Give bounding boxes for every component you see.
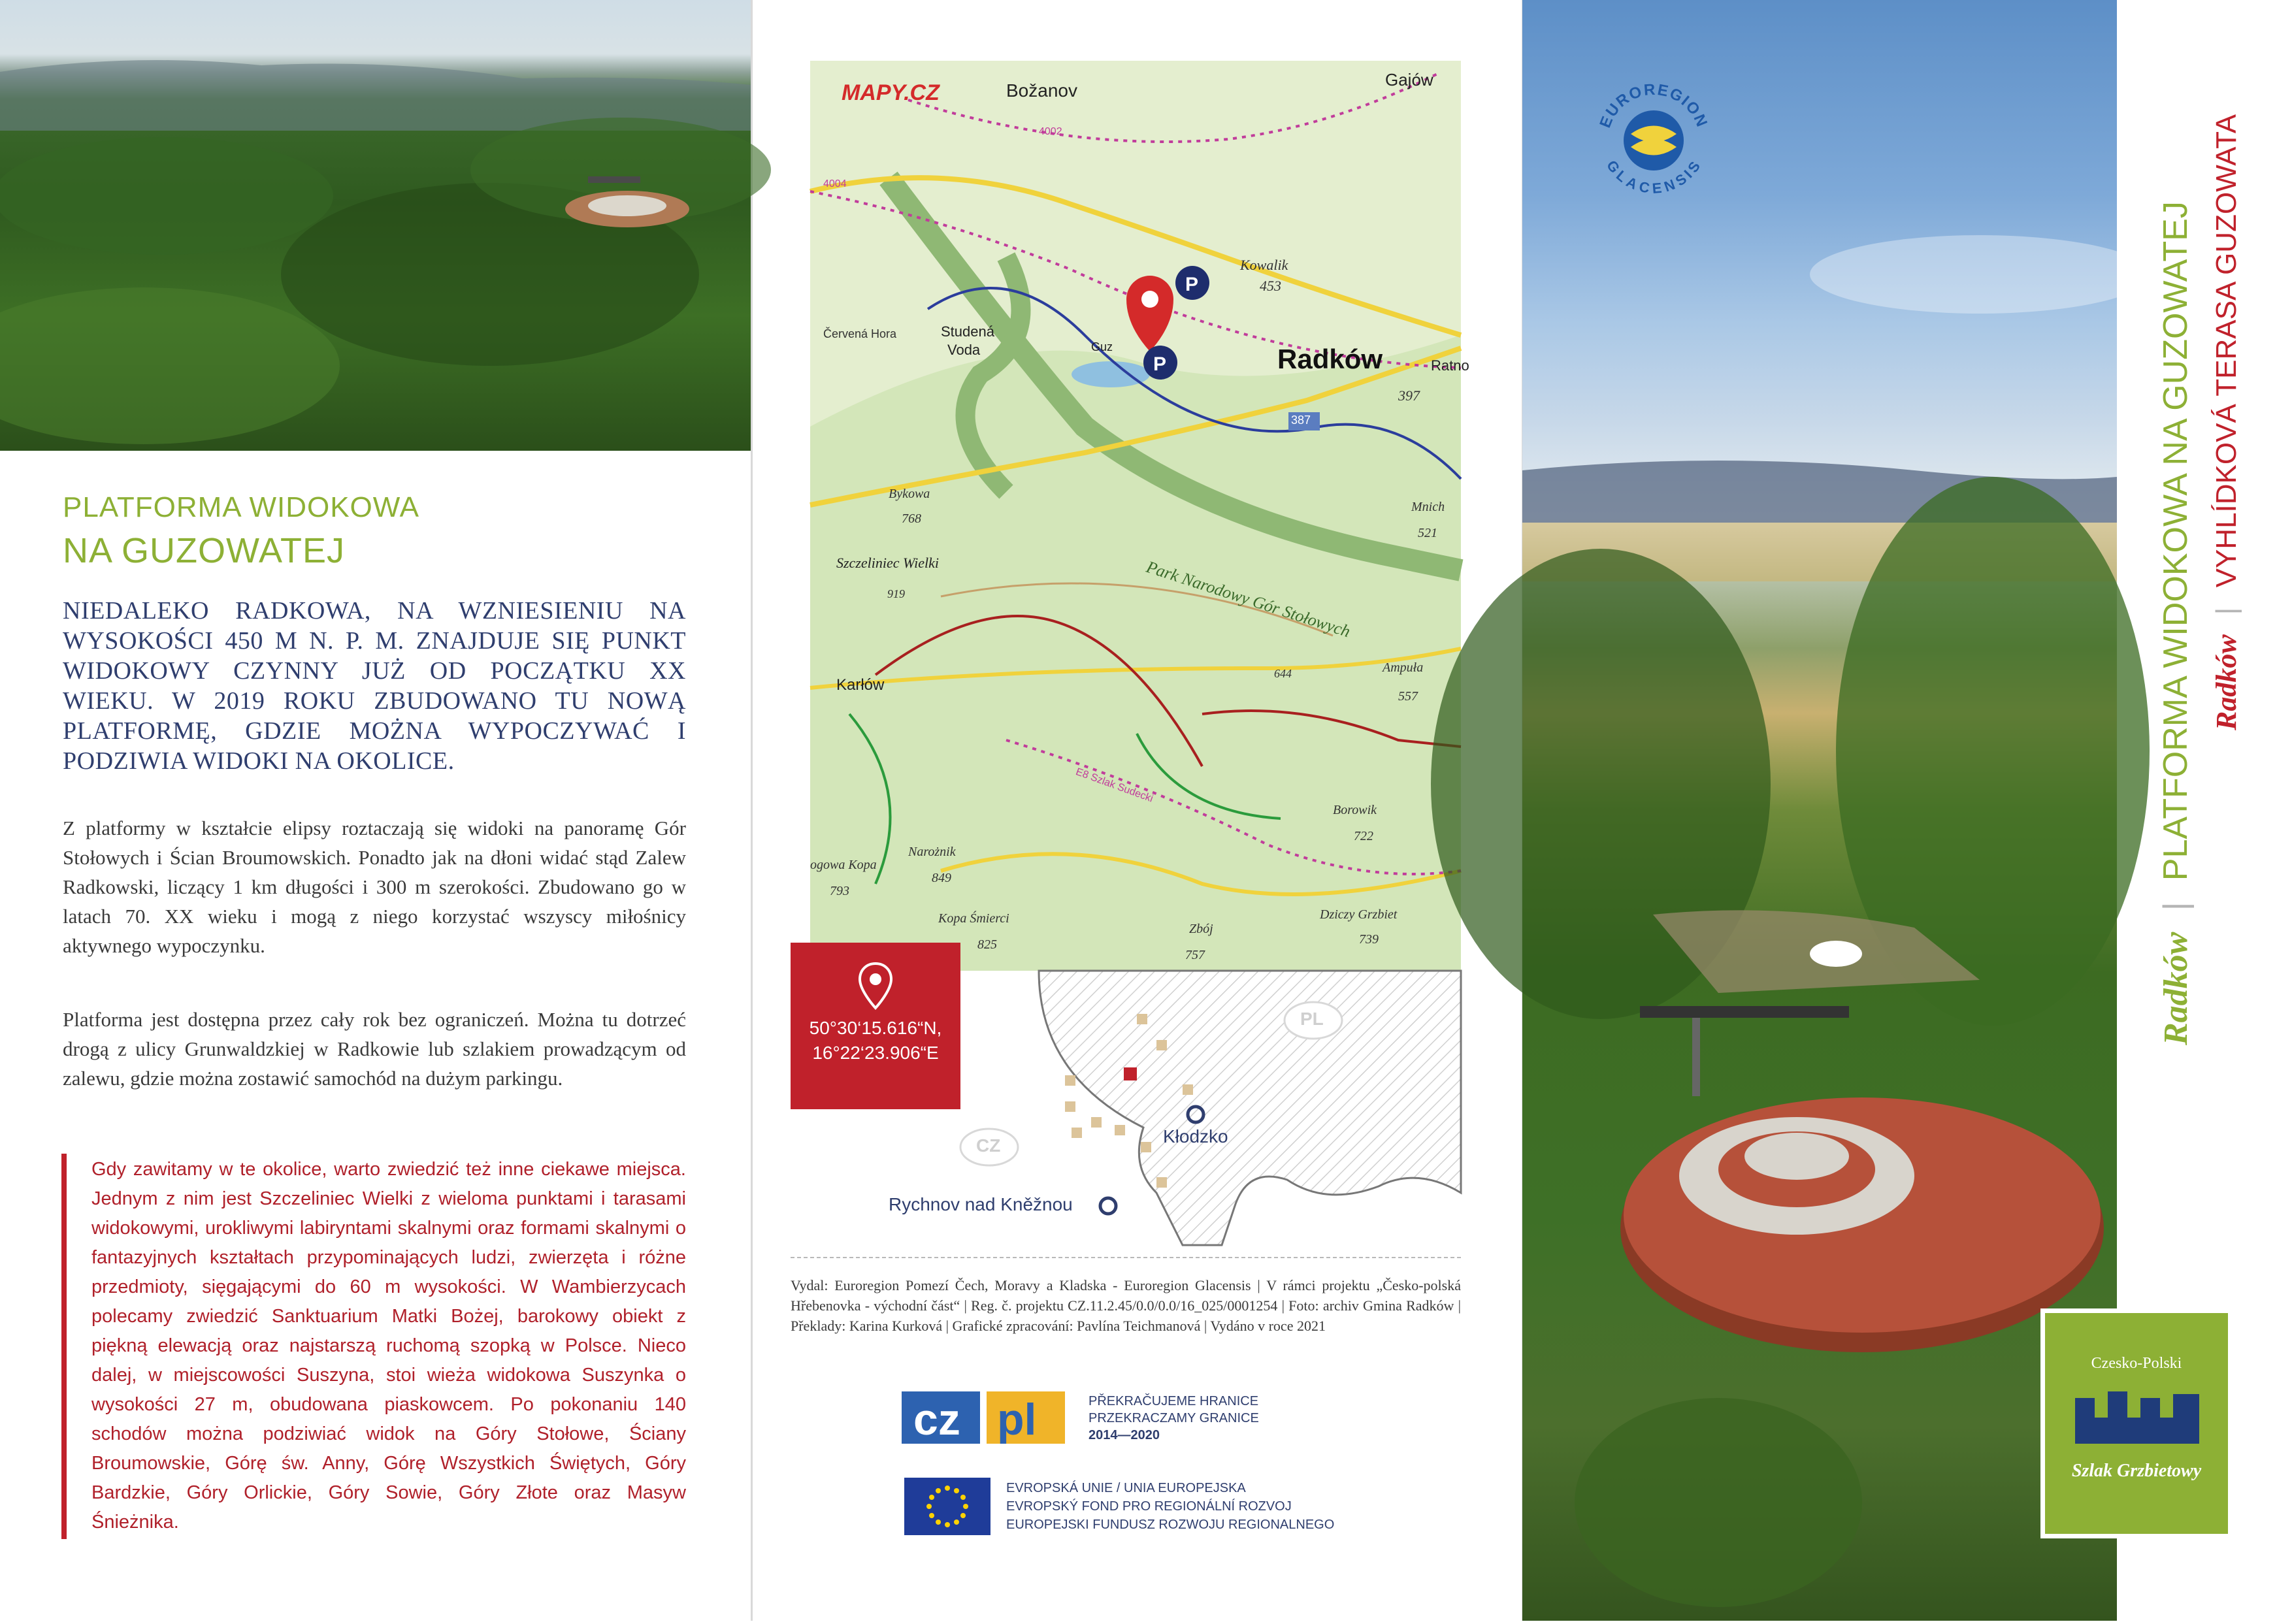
map-label: Ratno (1431, 357, 1469, 374)
location-pin-icon (859, 962, 892, 1009)
map-label: 849 (932, 871, 951, 885)
map-label: 453 (1260, 278, 1281, 294)
map-label: 397 (1398, 387, 1420, 404)
szlak-grzbietowy-badge (2040, 1308, 2233, 1538)
title-line-1: PLATFORMA WIDOKOWA (63, 491, 420, 523)
locator-label-pl: PL (1300, 1009, 1324, 1029)
map-label: Gajów (1385, 70, 1433, 89)
svg-text:cz: cz (913, 1395, 960, 1444)
cover-title-pl (2156, 201, 2195, 1045)
coordinates-lat: 50°30‘15.616“N, (809, 1018, 942, 1038)
map-label: Studená (941, 323, 994, 340)
map-label: Bykowa (889, 487, 930, 501)
svg-text:P: P (1185, 274, 1199, 295)
map-label: 4004 (823, 178, 847, 189)
map-label: 722 (1354, 829, 1373, 843)
eu-text-3: EUROPEJSKI FUNDUSZ ROZWOJU REGIONALNEGO (1006, 1518, 1335, 1532)
euroregion-top-text: EUROREGION (1596, 80, 1711, 131)
eu-text-2: EVROPSKÝ FOND PRO REGIONÁLNÍ ROZVOJ (1006, 1499, 1292, 1514)
cover-place-cz: Radków (2210, 634, 2242, 730)
coordinates-lon: 16°22‘23.906“E (812, 1043, 939, 1063)
cover-place: Radków (2157, 932, 2195, 1045)
euroregion-bottom-text: GLACENSIS (1603, 157, 1705, 197)
map-label: Ampuła (1383, 660, 1424, 675)
body-paragraph-2: Platforma jest dostępna przez cały rok bez ograniczeń. Można tu dotrzeć drogą z ulicy Grunwaldzkiej w Radkowie lub szlakiem prowadzącym od zalewu, gdzie można zostawić samochód na dużym parkingu. (63, 1008, 686, 1090)
coordinates (791, 1016, 960, 1065)
locator-map (889, 971, 1461, 1245)
map-label-park: Park Narodowy Gór Stołowych (1144, 557, 1353, 641)
czpl-tagline-3: 2014—2020 (1089, 1428, 1160, 1442)
map-label: Kowalik (1240, 257, 1288, 273)
forest-aerial-photo (0, 0, 751, 451)
map-label: Zbój (1189, 922, 1213, 936)
mapy-logo: MAPY.CZ (842, 80, 940, 105)
czpl-tagline-1: PŘEKRAČUJEME HRANICE (1089, 1394, 1259, 1408)
locator-label-klodzko: Kłodzko (1163, 1126, 1228, 1146)
map-label: Mnich (1411, 500, 1445, 514)
map-label: 557 (1398, 689, 1418, 704)
eu-text-1: EVROPSKÁ UNIE / UNIA EUROPEJSKA (1006, 1481, 1246, 1495)
czpl-tagline-2: PRZEKRACZAMY GRANICE (1089, 1411, 1259, 1425)
czpl-logo (902, 1385, 1078, 1450)
badge-bottom-text: Szlak Grzbietowy (2071, 1461, 2202, 1481)
map-label: Karłów (836, 676, 885, 694)
map-label-radkow: Radków (1277, 344, 1383, 374)
dashed-divider (791, 1257, 1461, 1258)
map-label: ogowa Kopa (810, 858, 877, 872)
map-label: 768 (902, 512, 921, 526)
platform-aerial-photo (1522, 0, 2117, 1621)
map-label: Kopa Śmierci (938, 911, 1009, 926)
lead-paragraph: NIEDALEKO RADKOWA, NA WZNIESIENIU NA WYSOKOŚCI 450 M N. P. M. ZNAJDUJE SIĘ PUNKT WIDOKOWY CZYNNY JUŻ OD POCZĄTKU XX WIEKU. W 2019 ROKU ZBUDOWANO TU NOWĄ PLATFORMĘ, GDZIE MOŻNA WYPOCZYWAĆ I PODZIWIA WIDOKI NA OKOLICE. (63, 597, 686, 775)
topographic-map (810, 61, 1469, 971)
map-label: Voda (947, 342, 981, 358)
map-label: Borowik (1333, 803, 1377, 817)
czpl-tagline (1089, 1393, 1259, 1444)
euroregion-logo (1585, 72, 1722, 209)
badge-top-text: Czesko-Polski (2091, 1355, 2182, 1372)
map-label: Guz (1091, 340, 1113, 353)
map-label: Szczeliniec Wielki (836, 555, 939, 571)
locator-label-cz: CZ (976, 1135, 1001, 1156)
map-label: 739 (1359, 932, 1379, 947)
map-label: 793 (830, 884, 849, 898)
locator-label-rychnov: Rychnov nad Kněžnou (889, 1194, 1073, 1214)
map-label: 387 (1291, 414, 1311, 427)
cover-title-cz (2210, 114, 2243, 730)
map-label: Narożnik (908, 845, 956, 859)
body-paragraph-1: Z platformy w kształcie elipsy roztaczają się widoki na panoramę Gór Stołowych i Ścian Broumowskich. Ponadto jak na dłoni widać stąd Zalew Radkowski, liczący 1 km długości i 300 m szerokości. Zbudowano go w latach 70. XX wieku i mogą z niego korzystać wszyscy miłośnicy aktywnego wypoczynku. (63, 817, 686, 957)
panel-divider (751, 0, 753, 1621)
eu-flag-icon (904, 1478, 990, 1535)
eu-text (1006, 1479, 1334, 1534)
map-label: 757 (1185, 948, 1205, 962)
ridge-trail-icon (2075, 1385, 2199, 1444)
quote-bar (61, 1154, 67, 1539)
cover-title-cz-text: VYHLÍDKOVÁ TERASA GUZOWATA (2210, 114, 2242, 588)
map-label: 919 (887, 587, 905, 600)
credits-text: Vydal: Euroregion Pomezí Čech, Moravy a Kladska - Euroregion Glacensis | V rámci projektu „Česko-polská Hřebenovka - východní část“ | Reg. č. projektu CZ.11.2.45/0.0/0.0/16_025/0001254 | Foto: archiv Gmina Radków | Překlady: Karina Kurková | Grafické zpracování: Pavlína Teichmanová | Vydáno v roce 2021 (791, 1277, 1461, 1334)
map-label-trail: E8 Szlak Sudecki (1074, 766, 1155, 805)
svg-text:P: P (1153, 353, 1167, 375)
title-line-2: NA GUZOWATEJ (63, 531, 346, 570)
divider-bar: | (2157, 901, 2195, 911)
cover-title-text: PLATFORMA WIDOKOWA NA GUZOWATEJ (2157, 201, 2195, 881)
map-label: 644 (1274, 667, 1292, 680)
map-label: Dziczy Grzbiet (1320, 907, 1398, 922)
map-label: Božanov (1006, 80, 1077, 101)
map-label: 825 (977, 937, 997, 952)
map-label: 521 (1418, 526, 1437, 540)
divider-bar: | (2210, 607, 2242, 615)
svg-text:pl: pl (997, 1395, 1037, 1444)
map-label: Červená Hora (823, 327, 897, 340)
map-label: 4002 (1039, 126, 1062, 137)
tips-paragraph: Gdy zawitamy w te okolice, warto zwiedzić też inne ciekawe miejsca. Jednym z nim jest Szczeliniec Wielki z wieloma punktami i tarasami widokowymi, urokliwymi labiryntami skalnymi oraz formami skalnymi o fantazyjnych kształtach przypominających ludzi, zwierzęta i różne przedmioty, sięgającymi do 60 m wysokości. W Wambierzycach polecamy zwiedzić Sanktuarium Matki Bożej, barokowy obiekt z piękną elewacją oraz najstarszą ruchomą szopką w Polsce. Nieco dalej, w miejscowości Suszyna, stoi wieża widokowa Suszynka o wysokości 27 m, obudowana piaskowcem. Po pokonaniu 140 schodów można podziwiać widok na Góry Stołowe, Ściany Broumowskie, Górę św. Anny, Górę Wszystkich Świętych, Góry Bardzkie, Góry Orlickie, Góry Sowie, Góry Złote oraz Masyw Śnieżnika. (91, 1159, 686, 1533)
